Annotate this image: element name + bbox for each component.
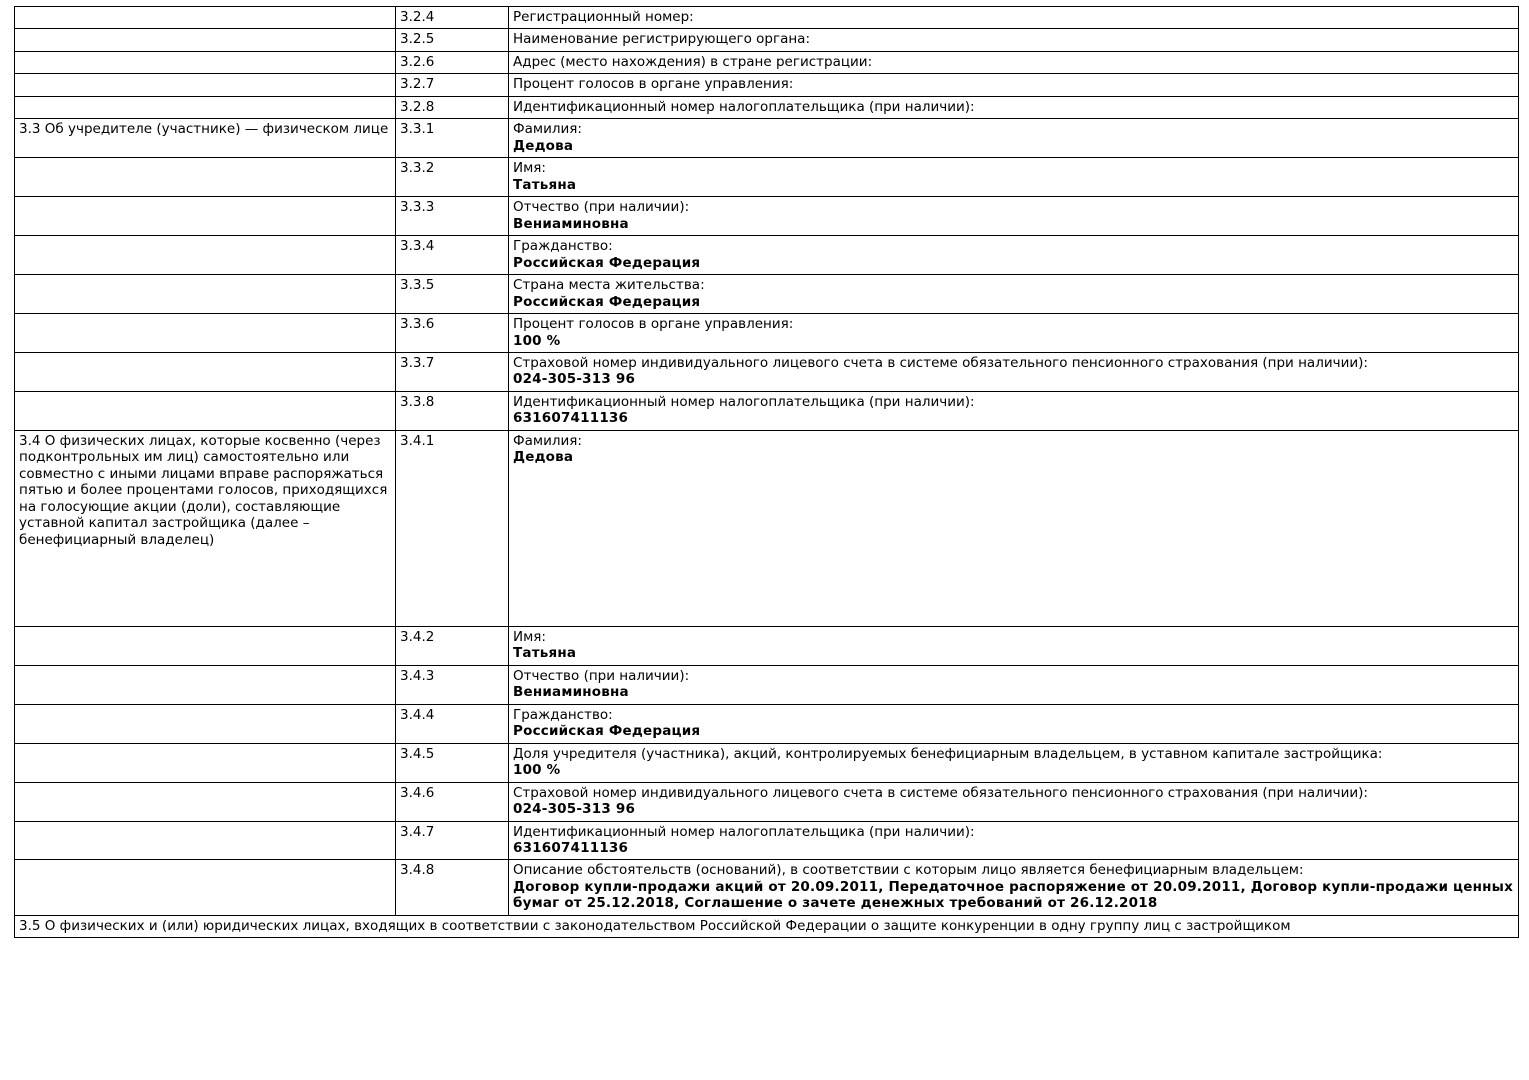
- row-content: [509, 430, 1519, 626]
- section-3-5-label: 3.5 О физических и (или) юридических лицах, входящих в соответствии с законодательством Российской Федерации о защите конкуренции в одну группу лиц с застройщиком: [15, 915, 1519, 937]
- row-section-label: [15, 860, 396, 915]
- row-value: Дедова: [513, 449, 574, 466]
- row-label: Описание обстоятельств (оснований), в соответствии с которым лицо является бенефициарным владельцем:: [513, 862, 1304, 879]
- row-content: [509, 197, 1519, 236]
- row-section-label: [15, 96, 396, 118]
- row-section-label: [15, 275, 396, 314]
- row-label: Идентификационный номер налогоплательщика (при наличии):: [513, 393, 975, 410]
- table-row: [15, 665, 1519, 704]
- row-label: Регистрационный номер:: [513, 9, 694, 25]
- row-section-label: [15, 626, 396, 665]
- row-number: 3.4.1: [396, 430, 509, 626]
- row-content: [509, 236, 1519, 275]
- row-value: Татьяна: [513, 176, 577, 193]
- row-content: [509, 743, 1519, 782]
- row-label: Наименование регистрирующего органа:: [513, 31, 810, 48]
- row-content: [509, 96, 1519, 118]
- row-content: [509, 158, 1519, 197]
- table-row: [15, 7, 1519, 29]
- row-content: [509, 275, 1519, 314]
- row-value: Российская Федерация: [513, 254, 701, 271]
- row-number: 3.4.8: [396, 860, 509, 915]
- row-value: Российская Федерация: [513, 723, 701, 740]
- table-row: [15, 860, 1519, 915]
- table-row: [15, 626, 1519, 665]
- row-value: 024-305-313 96: [513, 801, 636, 818]
- row-number: 3.4.3: [396, 665, 509, 704]
- row-number: 3.3.8: [396, 391, 509, 430]
- row-label: Адрес (место нахождения) в стране регистрации:: [513, 53, 873, 70]
- row-section-label: [15, 236, 396, 275]
- row-label: Гражданство:: [513, 706, 613, 723]
- row-number: 3.3.5: [396, 275, 509, 314]
- row-label: Отчество (при наличии):: [513, 199, 690, 216]
- row-section-label: [15, 74, 396, 96]
- row-number: 3.2.6: [396, 51, 509, 73]
- row-number: 3.4.4: [396, 704, 509, 743]
- row-content: [509, 119, 1519, 158]
- row-label: Доля учредителя (участника), акций, контролируемых бенефициарным владельцем, в уставном капитале застройщика:: [513, 745, 1383, 762]
- row-section-label: [15, 391, 396, 430]
- row-label: Страховой номер индивидуального лицевого счета в системе обязательного пенсионного страхования (при наличии):: [513, 784, 1368, 801]
- row-label: Процент голосов в органе управления:: [513, 76, 794, 93]
- table-row: [15, 782, 1519, 821]
- row-value: 100 %: [513, 332, 561, 349]
- table-row: [15, 275, 1519, 314]
- row-section-label: [15, 51, 396, 73]
- row-value: Вениаминовна: [513, 684, 629, 701]
- table-row: [15, 74, 1519, 96]
- row-label: Гражданство:: [513, 238, 613, 255]
- row-number: 3.4.6: [396, 782, 509, 821]
- row-value: 100 %: [513, 762, 561, 779]
- table-row: [15, 51, 1519, 73]
- row-content: [509, 7, 1519, 29]
- table-row: [15, 430, 1519, 626]
- row-value: 631607411136: [513, 410, 629, 427]
- row-label: Имя:: [513, 160, 546, 177]
- row-content: [509, 626, 1519, 665]
- table-row: [15, 96, 1519, 118]
- row-content: [509, 821, 1519, 860]
- row-content: [509, 29, 1519, 51]
- row-number: 3.2.4: [396, 7, 509, 29]
- row-section-label: [15, 704, 396, 743]
- table-row: [15, 352, 1519, 391]
- row-content: [509, 51, 1519, 73]
- row-number: 3.2.7: [396, 74, 509, 96]
- row-number: 3.3.6: [396, 314, 509, 353]
- row-number: 3.4.7: [396, 821, 509, 860]
- row-label: Фамилия:: [513, 432, 582, 449]
- row-label: Процент голосов в органе управления:: [513, 316, 794, 333]
- table-row: [15, 821, 1519, 860]
- row-number: 3.2.5: [396, 29, 509, 51]
- table-row: [15, 236, 1519, 275]
- row-label: Имя:: [513, 628, 546, 645]
- row-section-label: [15, 352, 396, 391]
- row-section-label: [15, 197, 396, 236]
- table-row: [15, 743, 1519, 782]
- row-number: 3.3.7: [396, 352, 509, 391]
- row-label: Отчество (при наличии):: [513, 667, 690, 684]
- row-section-label: [15, 821, 396, 860]
- table-row: [15, 391, 1519, 430]
- table-row: [15, 158, 1519, 197]
- row-section-label: [15, 743, 396, 782]
- row-number: 3.4.5: [396, 743, 509, 782]
- row-label: Страна места жительства:: [513, 277, 705, 294]
- row-number: 3.3.4: [396, 236, 509, 275]
- row-label: Идентификационный номер налогоплательщика (при наличии):: [513, 98, 975, 115]
- row-content: [509, 391, 1519, 430]
- row-section-label: [15, 782, 396, 821]
- row-value: Татьяна: [513, 645, 577, 662]
- row-section-label: [15, 314, 396, 353]
- row-label: Идентификационный номер налогоплательщика (при наличии):: [513, 823, 975, 840]
- table-row: [15, 314, 1519, 353]
- row-number: 3.3.3: [396, 197, 509, 236]
- row-number: 3.4.2: [396, 626, 509, 665]
- row-value: Дедова: [513, 137, 574, 154]
- row-value: Вениаминовна: [513, 215, 629, 232]
- row-section-label: [15, 665, 396, 704]
- table-row-footer: [15, 915, 1519, 937]
- table-row: [15, 704, 1519, 743]
- table-row: [15, 119, 1519, 158]
- section-3-4-label: 3.4 О физических лицах, которые косвенно (через подконтрольных им лиц) самостоятельно или совместно с иными лицами вправе распоряжаться пятью и более процентами голосов, приходящихся на голосующие акции (доли), составляющие уставной капитал застройщика (далее – бенефициарный владелец): [15, 430, 396, 626]
- row-label: Фамилия:: [513, 121, 582, 138]
- row-content: [509, 314, 1519, 353]
- row-value: 631607411136: [513, 840, 629, 856]
- row-content: [509, 74, 1519, 96]
- section-3-3-label: 3.3 Об учредителе (участнике) — физическом лице: [15, 119, 396, 158]
- row-value: 024-305-313 96: [513, 371, 636, 388]
- row-number: 3.2.8: [396, 96, 509, 118]
- table-row: [15, 29, 1519, 51]
- row-value: Российская Федерация: [513, 293, 701, 310]
- row-section-label: [15, 158, 396, 197]
- row-number: 3.3.1: [396, 119, 509, 158]
- row-content: [509, 704, 1519, 743]
- row-content: [509, 352, 1519, 391]
- row-content: [509, 782, 1519, 821]
- table-row: [15, 197, 1519, 236]
- row-content: [509, 665, 1519, 704]
- row-section-label: [15, 29, 396, 51]
- row-number: 3.3.2: [396, 158, 509, 197]
- registry-table: [14, 6, 1519, 938]
- row-label: Страховой номер индивидуального лицевого счета в системе обязательного пенсионного страхования (при наличии):: [513, 354, 1368, 371]
- row-section-label: [15, 7, 396, 29]
- row-content: [509, 860, 1519, 915]
- row-value: Договор купли-продажи акций от 20.09.2011, Передаточное распоряжение от 20.09.2011, Договор купли-продажи ценных бумаг от 25.12.2018, Соглашение о зачете денежных требований от 26.12.2018: [513, 878, 1513, 912]
